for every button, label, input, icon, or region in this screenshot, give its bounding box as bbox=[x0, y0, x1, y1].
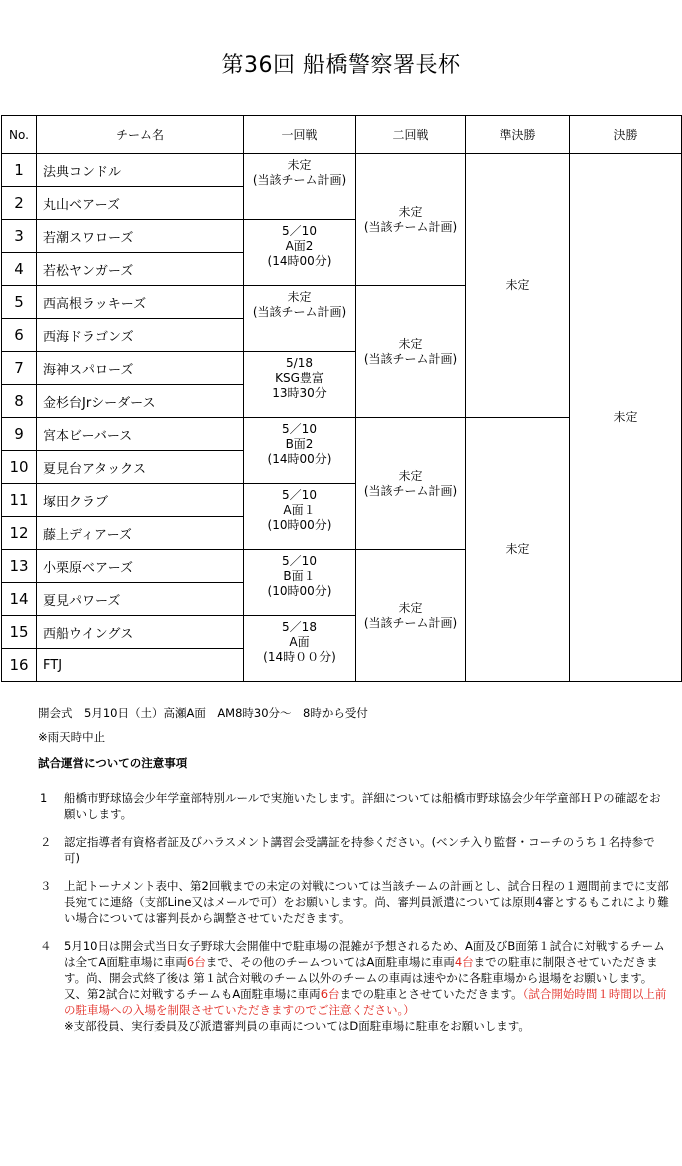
note-text-part: まで、その他のチームついてはA面駐車場に車両 bbox=[205, 955, 455, 969]
match-line: (当該チーム計画) bbox=[363, 615, 458, 630]
team-name: 夏見パワーズ bbox=[37, 583, 244, 616]
team-name: 夏見台アタックス bbox=[37, 451, 244, 484]
match-line: (14時00分) bbox=[267, 452, 332, 466]
team-number: 14 bbox=[2, 583, 37, 616]
note-text-part: 5月10日は開会式当日女子野球大会開催中で駐車場の混雑が予想されるため、A面及びB面第１試合に対戦するチームは全てA面駐車場に車両 bbox=[64, 939, 665, 969]
header-team: チーム名 bbox=[37, 116, 244, 154]
team-name: 法典コンドル bbox=[37, 154, 244, 187]
match-line: 未定 bbox=[613, 410, 638, 424]
note-text-part: ※支部役員、実行委員及び派遣審判員の車両についてはD面駐車場に駐車をお願いします。 bbox=[64, 1019, 530, 1033]
match-line: 5/18 bbox=[286, 356, 313, 370]
header-round2: 二回戦 bbox=[356, 116, 466, 154]
match-line: (10時00分) bbox=[267, 518, 332, 532]
match-line: KSG豊富 bbox=[275, 371, 324, 385]
note-number: ４ bbox=[40, 939, 52, 953]
match-line: (当該チーム計画) bbox=[363, 219, 458, 234]
semifinal-match bbox=[466, 418, 570, 682]
match-line: (当該チーム計画) bbox=[252, 305, 347, 319]
team-number: 7 bbox=[2, 352, 37, 385]
match-line: 未定 bbox=[505, 278, 530, 292]
team-name: 若松ヤンガーズ bbox=[37, 253, 244, 286]
note-text: 上記トーナメント表中、第2回戦までの未定の対戦については当該チームの計画とし、試合日程の１週間前までに支部長宛てに連絡（支部Line又はメールで可）をお願いします。尚、審判員派遣については原則4審とするもこれにより難い場合については審判長から調整させていただきます。 bbox=[64, 879, 669, 925]
team-number: 6 bbox=[2, 319, 37, 352]
team-name: 海神スパローズ bbox=[37, 352, 244, 385]
team-name: FTJ bbox=[37, 649, 244, 682]
team-number: 8 bbox=[2, 385, 37, 418]
round1-match bbox=[244, 550, 356, 616]
note-text-part: までの駐車に制限させていただきます。尚、開会式終了後は 第１試合対戦のチーム以外のチームの車両は速やかに各駐車場から退場をお願いします。又、第2試合に対戦するチームもA面駐車場に車両 bbox=[64, 955, 658, 1001]
team-name: 西高根ラッキーズ bbox=[37, 286, 244, 319]
note-text-part: までの駐車とさせていただきます。 bbox=[339, 987, 523, 1001]
rain-notice: ※雨天時中止 bbox=[38, 730, 106, 744]
team-number: 10 bbox=[2, 451, 37, 484]
note-item bbox=[38, 938, 678, 1034]
match-line: (14時00分) bbox=[267, 254, 332, 268]
header-semifinal: 準決勝 bbox=[466, 116, 570, 154]
team-name: 西船ウイングス bbox=[37, 616, 244, 649]
highlight-text: 6台 bbox=[186, 955, 206, 969]
round2-match bbox=[356, 154, 466, 286]
team-number: 12 bbox=[2, 517, 37, 550]
note-item bbox=[38, 790, 678, 822]
match-line: (10時00分) bbox=[267, 584, 332, 598]
match-line: 未定 bbox=[398, 204, 423, 219]
note-item bbox=[38, 834, 678, 866]
match-line: 5／10 bbox=[282, 554, 317, 568]
match-line: B面2 bbox=[285, 437, 314, 451]
team-name: 藤上ディアーズ bbox=[37, 517, 244, 550]
team-number: 4 bbox=[2, 253, 37, 286]
match-line: B面１ bbox=[283, 569, 316, 583]
note-text bbox=[64, 938, 670, 1034]
round1-match bbox=[244, 286, 356, 352]
note-number: ２ bbox=[40, 835, 52, 849]
team-number: 2 bbox=[2, 187, 37, 220]
team-number: 3 bbox=[2, 220, 37, 253]
team-number: 16 bbox=[2, 649, 37, 682]
match-line: 5／10 bbox=[282, 422, 317, 436]
page-title: 第36回 船橋警察署長杯 bbox=[221, 53, 461, 78]
note-number: 1 bbox=[40, 791, 48, 805]
match-line: (当該チーム計画) bbox=[363, 483, 458, 498]
round1-match bbox=[244, 616, 356, 682]
highlight-text: 6台 bbox=[320, 987, 340, 1001]
team-number: 15 bbox=[2, 616, 37, 649]
match-line: (14時００分) bbox=[263, 650, 336, 664]
match-line: 未定 bbox=[287, 158, 312, 172]
team-number: 11 bbox=[2, 484, 37, 517]
tournament-bracket bbox=[1, 115, 682, 682]
match-line: (当該チーム計画) bbox=[363, 351, 458, 366]
header-final: 決勝 bbox=[570, 116, 682, 154]
note-number: ３ bbox=[40, 879, 52, 893]
team-name: 金杉台Jrシーダース bbox=[37, 385, 244, 418]
notes-section bbox=[38, 705, 678, 1046]
highlight-text: （試合開始時間１時間以上前の駐車場への入場を制限させていただきますのでご注意ください。） bbox=[64, 987, 667, 1017]
team-name: 若潮スワローズ bbox=[37, 220, 244, 253]
match-line: 未定 bbox=[287, 290, 312, 304]
semifinal-match bbox=[466, 154, 570, 418]
match-line: A面 bbox=[289, 635, 310, 649]
round2-match bbox=[356, 418, 466, 550]
team-number: 1 bbox=[2, 154, 37, 187]
team-name: 宮本ビーバース bbox=[37, 418, 244, 451]
match-line: 未定 bbox=[398, 336, 423, 351]
team-number: 5 bbox=[2, 286, 37, 319]
team-name: 小栗原ベアーズ bbox=[37, 550, 244, 583]
note-text: 認定指導者有資格者証及びハラスメント講習会受講証を持参ください。(ベンチ入り監督・コーチのうち１名持参で可) bbox=[64, 835, 655, 865]
match-line: 13時30分 bbox=[272, 386, 327, 400]
team-number: 13 bbox=[2, 550, 37, 583]
match-line: 5／18 bbox=[282, 620, 317, 634]
round1-match bbox=[244, 484, 356, 550]
team-name: 塚田クラブ bbox=[37, 484, 244, 517]
round1-match bbox=[244, 220, 356, 286]
opening-ceremony-info: 開会式 5月10日（土）高瀬A面 AM8時30分～ 8時から受付 bbox=[38, 706, 368, 720]
highlight-text: 4台 bbox=[454, 955, 474, 969]
team-row bbox=[2, 154, 682, 187]
match-line: 5／10 bbox=[282, 224, 317, 238]
round2-match bbox=[356, 550, 466, 682]
match-line: 5／10 bbox=[282, 488, 317, 502]
round1-match bbox=[244, 352, 356, 418]
match-line: A面１ bbox=[283, 503, 316, 517]
match-line: A面2 bbox=[285, 239, 314, 253]
notes-heading: 試合運営についての注意事項 bbox=[38, 756, 188, 770]
note-text: 船橋市野球協会少年学童部特別ルールで実施いたします。詳細については船橋市野球協会少年学童部ＨＰの確認をお願いします。 bbox=[64, 791, 661, 821]
match-line: 未定 bbox=[505, 542, 530, 556]
round1-match bbox=[244, 418, 356, 484]
team-name: 丸山ベアーズ bbox=[37, 187, 244, 220]
final-match bbox=[570, 154, 682, 682]
header-round1: 一回戦 bbox=[244, 116, 356, 154]
match-line: 未定 bbox=[398, 468, 423, 483]
header-no: No. bbox=[2, 116, 37, 154]
team-number: 9 bbox=[2, 418, 37, 451]
round1-match bbox=[244, 154, 356, 220]
note-item bbox=[38, 878, 678, 926]
round2-match bbox=[356, 286, 466, 418]
match-line: 未定 bbox=[398, 600, 423, 615]
team-name: 西海ドラゴンズ bbox=[37, 319, 244, 352]
match-line: (当該チーム計画) bbox=[252, 173, 347, 187]
